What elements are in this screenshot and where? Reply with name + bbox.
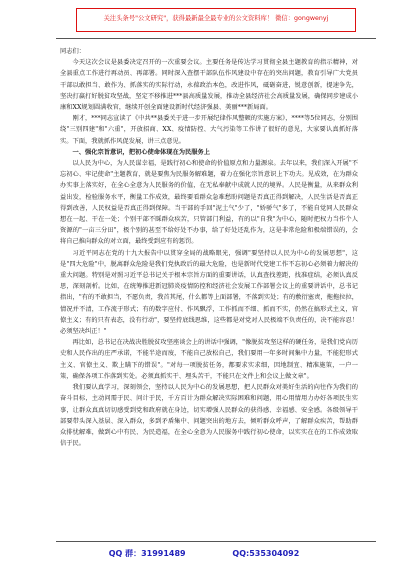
footer-qq-number: QQ:535304092 (232, 549, 300, 558)
footer-rule (56, 541, 376, 542)
footer-qq-group: QQ 群：31991489 (108, 549, 186, 558)
header-rule (56, 38, 376, 39)
footer (0, 548, 408, 559)
paragraph-6: 我们要认真学习，深刻领会，坚持以人民为中心的发展思想，把人民群众对美好生活的向往作为我们的奋斗目标，主动问需于民、问计于民，千方百计为群众解决实际困难和问题，用心用情用力办好各项民生实事，让群众真真切切感受到党和政府就在身边，切实增强人民群众的获得感、幸福感、安全感。各级领导干部要带头深入基层、深入群众，多到矛盾集中、问题突出的地方去，倾听群众呼声，了解群众疾苦，帮助群众排忧解难，做到心中有民、为民造福，在全心全意为人民服务中践行初心使命，以实实在在的工作成效取信于民。 (60, 384, 358, 448)
paragraph-3: 以人民为中心，为人民谋幸福，是践行初心和使命的价值原点和力量源泉。去年以来，我们深入开展"不忘初心、牢记使命"主题教育，就是要焦为民服务解难题，着力在强化宗旨意识上下功夫。见成效，在为群众办实事上落实好，在全心全意为人民服务的价值，在无私奉献中成就人民的境界。人民是衡量，从来群众利益出发，检验服务水平，衡量工作成效，最终要看群众急难愁盼问题是否真正得到解决，人民生活是否真正得到改善，人民权益是否真正得到保障。当干部的手回"泥土气"少了，"娇骄气"多了，不能自觉同人民群众想在一起、干在一处；个别干部不睬群众疾苦，只管部门利益，有的以"自我"为中心，随时把权力当作个人资源的"一亩三分田"，极个别的甚至不给好处不办事，给了好处还乱作为，这是非常危险和极端错误的，会将自己推向群众的对立面，最终受到应有的惩罚。 (60, 160, 358, 246)
section-heading: 一、强化宗旨意识，把初心使命体现在为民服务上 (72, 148, 210, 156)
paragraph-5: 再比如，总书记在决战决胜脱贫攻坚座谈会上的讲话中强调，"像脱贫攻坚这样的硬任务，是我们党向历史和人民作出的庄严承诺，不能半途而废，不能自己放松自己，我们要用一年多时间集中力量，不能犯形式主义、官僚主义、欺上瞒下的错误"。"对每一项脱贫任务，都要求实求细，因地制宜、精准施策，一户一策，确保各项工作落到实处。必须真抓实干、埋头苦干，不能只在文件上和会议上做文章"。 (60, 339, 358, 380)
promo-banner-text: 关注头条号"公文研究"，获得最新最全最专业的公文资料库！ 微信：gongwenyj (103, 15, 329, 22)
paragraph-1: 今天这次会议是县委决定召开的一次重要会议。主要任务是传达学习贯彻全县主题教育的指示精神，对全县重点工作进行再动员、再部署。同时深入查摆干部队伍作风建设中存在的突出问题，教育引导广大党员干部以敢担当、敢作为、抓落实的实际行动，永葆政治本色，改进作风，砥砺奋进，锐意创新，提速争先，坚决打赢打好脱贫攻坚战，坚定不移推进***县高质量发展，推动全县经济社会高质量发展，确保同步建成小康和XX规划圆满收官，继续开创全面建设新时代经济强县、美丽***新局面。 (60, 59, 358, 112)
promo-banner[interactable] (76, 8, 356, 32)
document-body (60, 46, 358, 449)
paragraph-4: 习近平同志在党的十九大报告中以贯穿全局的战略眼光，强调"要坚持以人民为中心的发展思想"，这是"四大危险"中，脱离群众危险是我们党执政后的最大危险，也是新时代党建工作不忘初心必须着力解决的重大问题。特别是对照习近平总书记关于根本宗旨方面的重要讲话，认真查找差距，找准症结，必须认真反思，深刻剖析。比如，在统筹推进新冠肺炎疫情防控和经济社会发展工作部署会议上的重要讲话中，总书记指出，"有的不敢担当，不愿负责，我首其尾，什么都等上面部署，不落到实处；有的敷衍塞责，拖拖拉拉，情况并不清，工作流于形式；有的数字应付、作风飘浮，工作抓而不细、抓而不实，仍然在搞形式主义，官僚主义；有的只有表态，没有行动"，要坚持底线思维，这些都是对党对人民极端不负责任的，决不能容忍！必须坚决纠正！" (60, 249, 358, 336)
salutation: 同志们： (60, 48, 85, 55)
paragraph-2: 刚才，***同志宣读了《中共**县委关于进一步开展纪律作风整顿的实施方案》，****等5位同志，分别围绕"三别四建"和"六重"，开放招商、XX、疫情防控、大气污染等工作讲了很好的意见，大家要认真抓好落实。下面，我就抓作风促发展，讲三点意见。 (60, 115, 358, 145)
